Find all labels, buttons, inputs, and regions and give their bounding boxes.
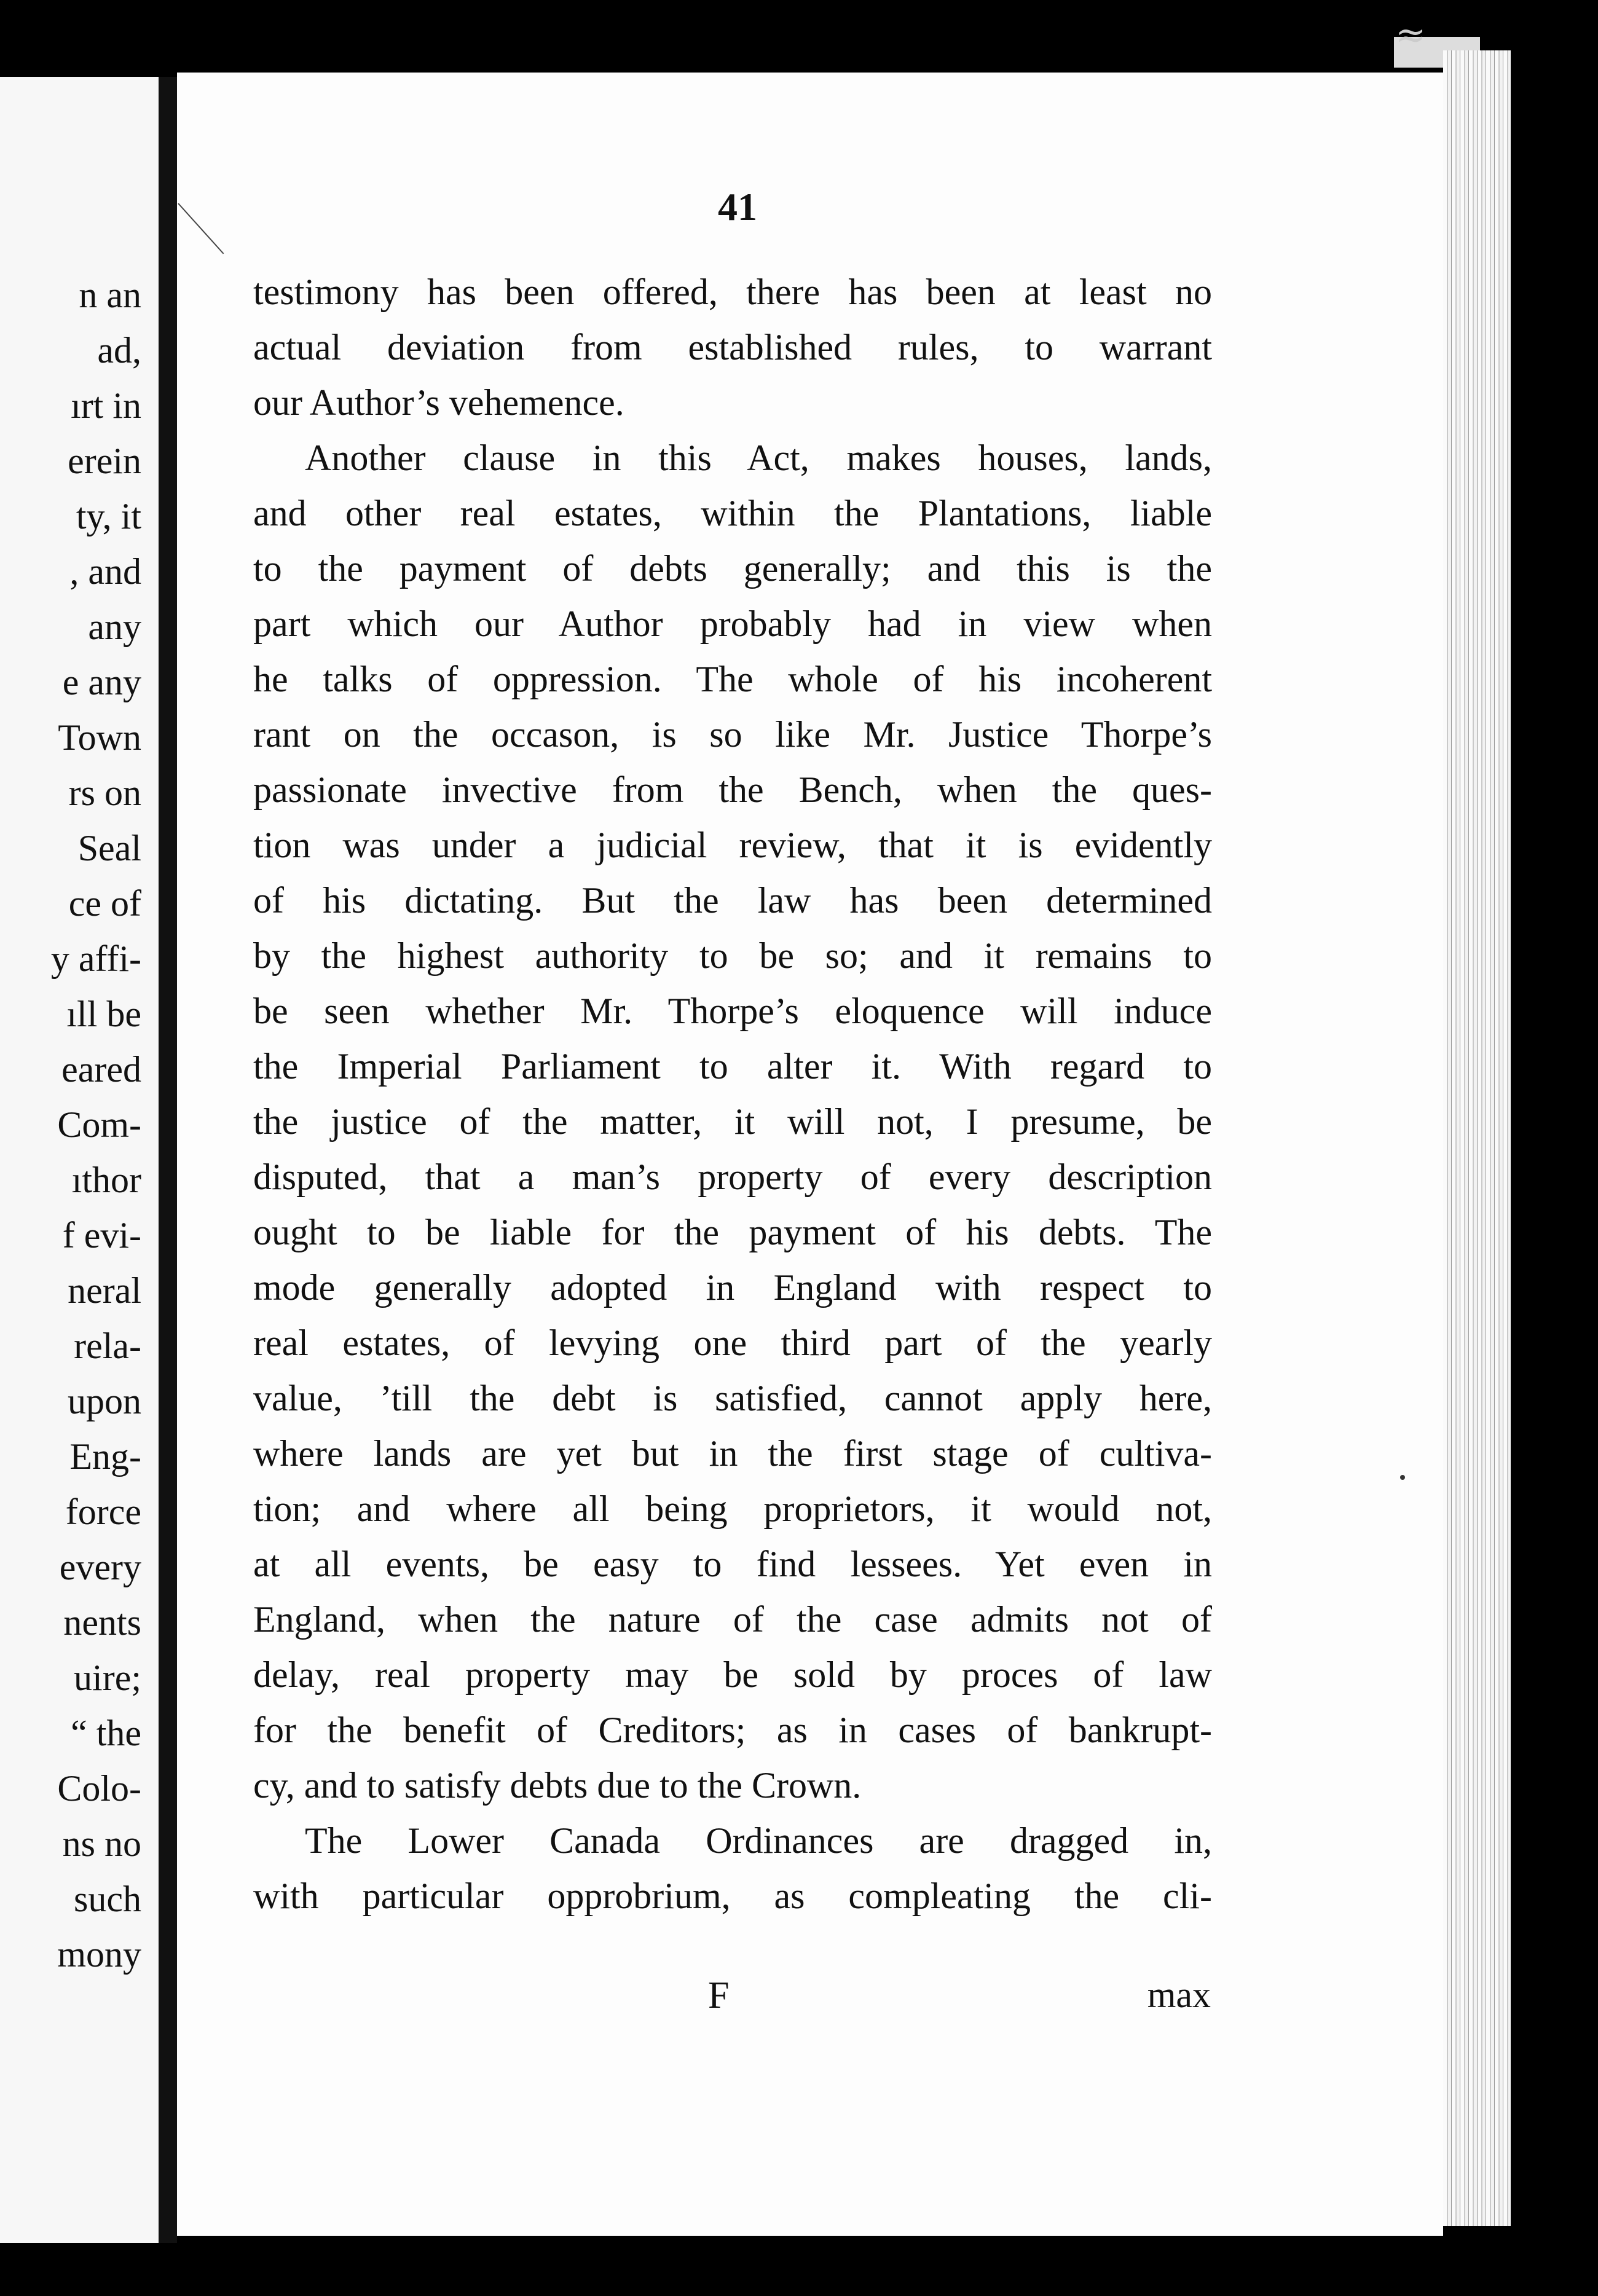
text-line: with particular opprobrium, as compleating the cli- [253, 1876, 1212, 1916]
catchword: max [1147, 1975, 1211, 2015]
text-line: our Author’s vehemence. [253, 382, 624, 423]
previous-page-line: ad, [97, 330, 141, 371]
text-line: to the payment of debts generally; and this is the [253, 548, 1212, 589]
previous-page-fragment [0, 77, 159, 2243]
text-line: and other real estates, within the Plantations, liable [253, 493, 1212, 533]
previous-page-line: erein [68, 441, 141, 481]
previous-page-line: upon [68, 1381, 141, 1421]
previous-page-line: f evi- [62, 1215, 141, 1256]
previous-page-line: eared [61, 1049, 141, 1090]
text-line: passionate invective from the Bench, when the ques- [253, 769, 1212, 810]
previous-page-line: Colo- [57, 1768, 141, 1809]
text-line: for the benefit of Creditors; as in cases of bankrupt- [253, 1710, 1212, 1750]
signature-mark: F [708, 1975, 730, 2016]
text-line: the Imperial Parliament to alter it. With regard to [253, 1046, 1212, 1087]
previous-page-line: e any [62, 662, 141, 702]
previous-page-line: Seal [77, 828, 141, 868]
text-line: where lands are yet but in the first stage of cultiva- [253, 1433, 1212, 1474]
previous-page-line: ıll be [66, 994, 141, 1034]
text-line: real estates, of levying one third part of the yearly [253, 1323, 1212, 1363]
book-gutter [159, 77, 177, 2243]
previous-page-line: n an [79, 275, 141, 315]
text-line: actual deviation from established rules, to warrant [253, 327, 1212, 368]
page-body-text [253, 264, 1212, 1924]
text-line: The Lower Canada Ordinances are dragged in, [305, 1820, 1212, 1861]
text-line: at all events, be easy to find lessees. Yet even in [253, 1544, 1212, 1584]
text-line: cy, and to satisfy debts due to the Crown. [253, 1765, 862, 1806]
text-line: disputed, that a man’s property of every description [253, 1157, 1212, 1197]
text-line: he talks of oppression. The whole of his incoherent [253, 659, 1212, 699]
text-line: testimony has been offered, there has been at least no [253, 272, 1212, 312]
previous-page-line: ns no [62, 1823, 141, 1864]
previous-page-line: y affi- [50, 938, 141, 979]
text-line: mode generally adopted in England with respect to [253, 1267, 1212, 1308]
text-line: be seen whether Mr. Thorpe’s eloquence will induce [253, 991, 1212, 1031]
text-line: part which our Author probably had in view when [253, 603, 1212, 644]
text-line: England, when the nature of the case admits not of [253, 1599, 1212, 1640]
text-line: tion was under a judicial review, that it is evidently [253, 825, 1212, 865]
text-line: delay, real property may be sold by proces of law [253, 1654, 1212, 1695]
previous-page-line: Town [58, 717, 141, 758]
previous-page-line: nents [63, 1602, 141, 1643]
text-line: of his dictating. But the law has been determined [253, 880, 1212, 921]
text-line: rant on the occason, is so like Mr. Justice Thorpe’s [253, 714, 1212, 755]
previous-page-line: , and [69, 551, 141, 592]
previous-page-line: ty, it [76, 496, 141, 537]
previous-page-line: rela- [74, 1326, 141, 1366]
text-line: tion; and where all being proprietors, it would not, [253, 1488, 1212, 1529]
previous-page-line: force [65, 1492, 141, 1532]
page-number: 41 [718, 185, 757, 229]
previous-page-line: neral [68, 1270, 141, 1311]
text-line: the justice of the matter, it will not, I presume, be [253, 1101, 1212, 1142]
previous-page-line: ırt in [71, 385, 141, 426]
page-stack-edge [1443, 50, 1511, 2226]
previous-page-line: any [88, 607, 141, 647]
previous-page-line: such [74, 1879, 141, 1919]
previous-page-line: every [59, 1547, 141, 1587]
text-line: by the highest authority to be so; and it remains to [253, 935, 1212, 976]
previous-page-line: mony [57, 1934, 141, 1975]
text-line: ought to be liable for the payment of his debts. The [253, 1212, 1212, 1252]
previous-page-line: “ the [71, 1713, 141, 1753]
text-line: value, ’till the debt is satisfied, cannot apply here, [253, 1378, 1212, 1418]
previous-page-line: uire; [74, 1657, 141, 1698]
previous-page-line: Eng- [69, 1436, 141, 1477]
previous-page-line: rs on [68, 773, 141, 813]
text-line: Another clause in this Act, makes houses, lands, [305, 438, 1212, 478]
previous-page-line: ce of [68, 883, 141, 924]
previous-page-line: ıthor [71, 1160, 141, 1200]
corner-mark: ≈ [1395, 14, 1427, 57]
previous-page-text [51, 267, 141, 1982]
previous-page-line: Com- [57, 1104, 141, 1145]
margin-speck [1400, 1475, 1405, 1480]
